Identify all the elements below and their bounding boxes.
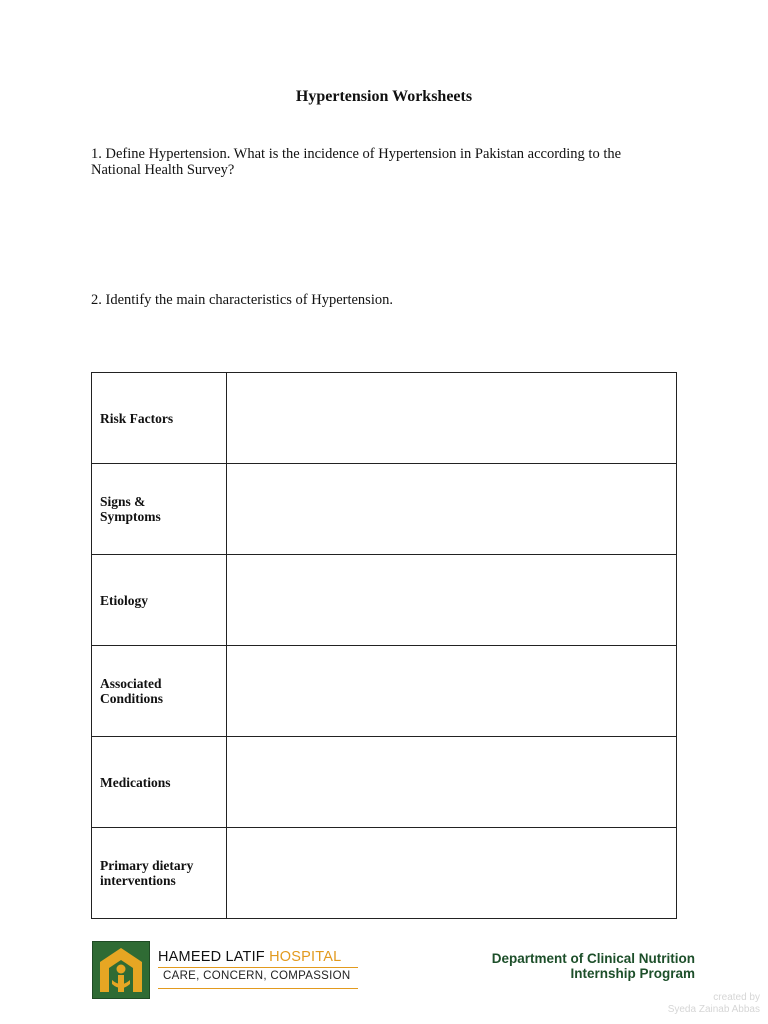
hospital-name-main: HAMEED LATIF — [158, 949, 265, 965]
hospital-tagline: CARE, CONCERN, COMPASSION — [163, 970, 351, 982]
row-label-line-2: Symptoms — [100, 509, 161, 524]
document-title: Hypertension Worksheets — [295, 88, 473, 105]
table-row — [92, 646, 677, 737]
table-row — [92, 555, 677, 646]
program-name: Internship Program — [570, 966, 695, 981]
table-row — [92, 373, 677, 464]
divider — [158, 967, 358, 968]
question-1-line-2: National Health Survey? — [91, 162, 235, 178]
answer-cell[interactable] — [227, 737, 677, 828]
hospital-name — [158, 949, 341, 965]
row-label — [92, 555, 227, 646]
row-label-line-1: Risk Factors — [100, 410, 174, 426]
row-label-line-2: Conditions — [100, 691, 164, 706]
hospital-logo-mark — [93, 942, 149, 998]
row-label-line-1: Medications — [100, 774, 171, 790]
hospital-logo-icon — [92, 941, 150, 999]
row-label — [92, 646, 227, 737]
characteristics-table — [91, 372, 677, 919]
watermark-line-1: created by — [713, 992, 760, 1003]
question-2: 2. Identify the main characteristics of Hypertension. — [91, 292, 393, 308]
answer-cell[interactable] — [227, 646, 677, 737]
watermark-line-2: Syeda Zainab Abbas — [667, 1004, 760, 1015]
answer-cell[interactable] — [227, 828, 677, 919]
table-row — [92, 737, 677, 828]
question-1-line-1: 1. Define Hypertension. What is the incidence of Hypertension in Pakistan according to the — [91, 146, 622, 162]
department-name: Department of Clinical Nutrition — [491, 951, 695, 966]
row-label — [92, 373, 227, 464]
divider — [158, 988, 358, 989]
answer-cell[interactable] — [227, 464, 677, 555]
answer-cell[interactable] — [227, 555, 677, 646]
answer-cell[interactable] — [227, 373, 677, 464]
row-label — [92, 828, 227, 919]
row-label — [92, 737, 227, 828]
row-label — [92, 464, 227, 555]
row-label-line-2: interventions — [100, 873, 176, 888]
department-block — [492, 951, 695, 981]
row-label-line-1: Primary dietary — [100, 858, 194, 873]
row-label-line-1: Associated — [100, 676, 162, 691]
watermark — [668, 992, 760, 1016]
row-label-line-1: Signs & — [100, 494, 146, 509]
hospital-name-accent: HOSPITAL — [269, 949, 342, 965]
table-row — [92, 828, 677, 919]
table-row — [92, 464, 677, 555]
question-1 — [91, 146, 691, 178]
row-label-line-1: Etiology — [100, 592, 149, 608]
